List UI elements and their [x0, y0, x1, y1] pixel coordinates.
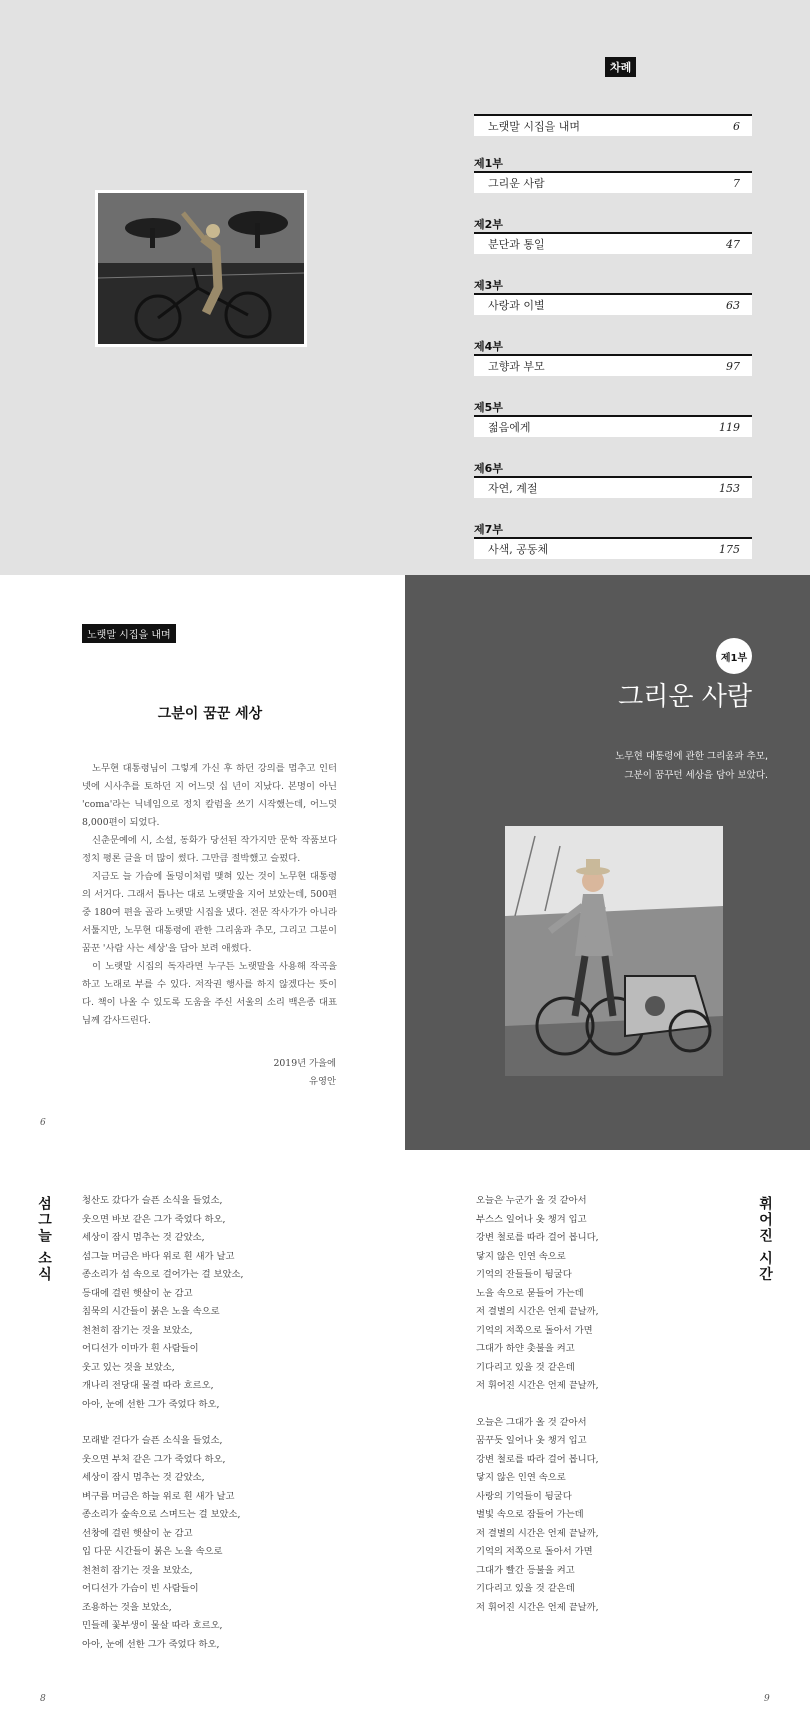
- toc-entry-part7[interactable]: [474, 537, 752, 559]
- toc-part-label: 제6부: [474, 462, 503, 475]
- poem-line: 닿지 않은 인연 속으로: [476, 1250, 566, 1262]
- preface-paragraph: 이 노랫말 시집의 독자라면 누구든 노랫말을 사용해 작곡을 하고 노래로 부를 수 있다. 저작권 행사를 하지 않겠다는 뜻이다. 책이 나올 수 있도록 도움을 주신 서울의 소리 백은종 대표님께 감사드린다.: [82, 961, 337, 1026]
- poem-line: 기억의 저쪽으로 돌아서 가면: [476, 1324, 593, 1336]
- poem-line: 모래밭 걷다가 슬픈 소식을 들었소,: [82, 1435, 223, 1446]
- poem-line: 꿈꾸듯 일어나 옷 챙겨 입고: [476, 1435, 587, 1446]
- poem-line: 섬그늘 머금은 바다 위로 흰 새가 날고: [82, 1250, 235, 1262]
- preface-paragraph: 노무현 대통령님이 그렇게 가신 후 하던 강의를 멈추고 인터넷에 시사추를 토하던 지 어느덧 십 년이 지났다. 본명이 아닌 'coma'라는 닉네임으로 정치 칼럼을 쓰기 시작했는데, 어느덧 8,000편이 되었다.: [82, 763, 337, 828]
- poem-line: 조용하는 것을 보았소,: [82, 1601, 172, 1613]
- poem-line: 세상이 잠시 멈추는 것 같았소,: [82, 1232, 205, 1243]
- poem-right-body: [476, 1192, 599, 1617]
- toc-entry-part4[interactable]: [474, 354, 752, 376]
- toc-group-part4: [474, 339, 752, 394]
- poem-line: 입 다문 시간들이 붉은 노을 속으로: [82, 1546, 223, 1557]
- poem-line: 개나리 전당대 물결 따라 흐르오,: [82, 1380, 214, 1391]
- poem-line: 청산도 갔다가 슬픈 소식을 들었소,: [82, 1195, 223, 1206]
- poem-line: 기다리고 있을 것 같은데: [476, 1583, 575, 1594]
- toc-entry-title: 자연, 계절: [488, 482, 538, 495]
- stanza-gap: [476, 1396, 599, 1414]
- poem-line: 웃으면 바보 같은 그가 죽었다 하오,: [82, 1213, 226, 1225]
- toc-entry-page: 6: [733, 119, 740, 133]
- toc-entry-title: 젊음에게: [488, 421, 531, 434]
- toc-part-label: 제7부: [474, 523, 503, 536]
- poem-left-title: 섬그늘 소식: [36, 1196, 52, 1283]
- poem-line: 저 결별의 시간은 언제 끝날까,: [476, 1306, 599, 1317]
- toc-part-label: 제4부: [474, 340, 503, 353]
- poem-line: 강변 철로를 따라 걸어 봅니다,: [476, 1453, 599, 1465]
- preface-signature: [200, 1055, 336, 1091]
- preface-paragraph: 지금도 늘 가슴에 돌덩이처럼 맺혀 있는 것이 노무현 대통령의 서거다. 그래서 틈나는 대로 노랫말을 지어 보았는데, 500편 중 180여 편을 골라 노랫말 시집을 냈다. 전문 작사가가 아니라 서툴지만, 노무현 대통령에 관한 그리움과 추모, 그리고 그분이 꿈꾼 '사람 사는 세상'을 담아 보려 애썼다.: [82, 871, 337, 954]
- page-number: 6: [40, 1118, 46, 1128]
- preface-title: 그분이 꿈꾼 세상: [157, 706, 263, 722]
- poem-line: 기억의 잔들들이 뒹굴다: [476, 1269, 572, 1280]
- poem-line: 강변 철로를 따라 걸어 봅니다,: [476, 1232, 599, 1243]
- toc-entry-page: 63: [726, 298, 740, 312]
- poem-line: 종소리가 숲속으로 스며드는 걸 보았소,: [82, 1509, 241, 1520]
- poem-line: 천천히 잠기는 것을 보았소,: [82, 1324, 193, 1336]
- poem-line: 오늘은 그대가 올 것 같아서: [476, 1416, 587, 1428]
- part1-title: 그리운 사람: [618, 682, 752, 712]
- toc-entry-part6[interactable]: [474, 476, 752, 498]
- poem-line: 어디선가 이마가 흰 사람들이: [82, 1343, 199, 1354]
- part1-desc-line: 노무현 대통령에 관한 그리움과 추모,: [615, 751, 768, 762]
- toc-entry-page: 47: [726, 237, 740, 251]
- poem-line: 어디선가 가슴이 빈 사람들이: [82, 1583, 199, 1594]
- poem-line: 웃고 있는 것을 보았소,: [82, 1361, 175, 1373]
- poem-line: 아아, 눈에 선한 그가 죽었다 하오,: [82, 1398, 220, 1410]
- toc-entry-page: 119: [719, 420, 740, 434]
- toc-group-part2: [474, 217, 752, 272]
- cyclist-photo-image: [98, 193, 304, 344]
- toc-entry-title: 사색, 공동체: [488, 543, 549, 556]
- poem-right-title: 휘어진 시간: [757, 1196, 773, 1283]
- poem-line: 침묵의 시간들이 붉은 노을 속으로: [82, 1306, 220, 1317]
- poem-line: 웃으면 부처 같은 그가 죽었다 하오,: [82, 1453, 226, 1465]
- poem-line: 선창에 걸린 햇살이 눈 감고: [82, 1527, 193, 1539]
- poem-line: 오늘은 누군가 올 것 같아서: [476, 1195, 587, 1206]
- toc-entry-page: 97: [726, 359, 740, 373]
- toc-group-part3: [474, 278, 752, 333]
- poem-line: 저 결별의 시간은 언제 끝날까,: [476, 1527, 599, 1539]
- poem-line: 기억의 저쪽으로 돌아서 가면: [476, 1546, 593, 1557]
- poem-line: 기다리고 있을 것 같은데: [476, 1361, 575, 1373]
- toc-entry-page: 175: [719, 542, 740, 556]
- part1-description: [560, 747, 768, 785]
- poem-line: 세상이 잠시 멈추는 것 같았소,: [82, 1472, 205, 1483]
- toc-entry-part1[interactable]: [474, 171, 752, 193]
- poem-line: 닿지 않은 인연 속으로: [476, 1472, 566, 1483]
- preface-badge: 노랫말 시집을 내며: [82, 624, 176, 643]
- toc-part-label: 제5부: [474, 401, 503, 414]
- toc-group-preface: [474, 114, 752, 150]
- part1-photo-cyclist: [505, 826, 723, 1076]
- toc-entry-page: 7: [733, 176, 740, 190]
- poem-line: 저 휘어진 시간은 언제 끝날까,: [476, 1380, 599, 1391]
- toc-group-part7: [474, 522, 752, 577]
- toc-entry-title: 노랫말 시집을 내며: [488, 120, 581, 133]
- poem-line: 아아, 눈에 선한 그가 죽었다 하오,: [82, 1638, 220, 1650]
- cyclist-trailer-photo-image: [505, 826, 723, 1076]
- toc-entry-title: 고향과 부모: [488, 360, 545, 373]
- poem-line: 별빛 속으로 잠들어 가는데: [476, 1509, 584, 1520]
- toc-entry-title: 그리운 사람: [488, 177, 545, 190]
- toc-entry-part3[interactable]: [474, 293, 752, 315]
- part1-desc-line: 그분이 꿈꾸던 세상을 담아 보았다.: [624, 770, 768, 781]
- toc-group-part5: [474, 400, 752, 455]
- toc-group-part1: [474, 156, 752, 211]
- toc-part-label: 제3부: [474, 279, 503, 292]
- poem-line: 저 휘어진 시간은 언제 끝날까,: [476, 1601, 599, 1613]
- poem-line: 벼구름 머금은 하늘 위로 흰 새가 날고: [82, 1490, 235, 1502]
- toc-badge: 차례: [605, 57, 636, 77]
- toc-entry-preface[interactable]: [474, 114, 752, 136]
- toc-entry-page: 153: [719, 481, 740, 495]
- part1-label-badge: 제1부: [716, 638, 752, 674]
- poem-line: 그대가 하얀 촛불을 켜고: [476, 1343, 575, 1354]
- poem-line: 천천히 잠기는 것을 보았소,: [82, 1564, 193, 1576]
- poem-line: 종소리가 섬 속으로 걸어가는 걸 보았소,: [82, 1269, 244, 1280]
- page-number: 8: [40, 1694, 46, 1704]
- preface-author: 유영안: [309, 1076, 336, 1087]
- poem-line: 사랑의 기억들이 뒹굴다: [476, 1490, 572, 1502]
- toc-photo-cyclist: [95, 190, 307, 347]
- toc-part-label: 제2부: [474, 218, 503, 231]
- toc-list: [474, 114, 752, 577]
- toc-group-part6: [474, 461, 752, 516]
- page-number: 9: [764, 1694, 770, 1704]
- preface-paragraph: 신춘문예에 시, 소설, 동화가 당선된 작가지만 문학 작품보다 정치 평론 글을 더 많이 썼다. 그만큼 절박했고 슬펐다.: [82, 835, 337, 864]
- poem-line: 노을 속으로 묻들어 가는데: [476, 1287, 584, 1299]
- poem-line: 민들레 꽃부생이 물살 따라 흐르오,: [82, 1620, 223, 1631]
- toc-entry-part2[interactable]: [474, 232, 752, 254]
- stanza-gap: [82, 1414, 243, 1432]
- poem-left-body: [82, 1192, 243, 1654]
- preface-body: [82, 760, 337, 1030]
- preface-date: 2019년 가을에: [273, 1058, 336, 1069]
- poem-line: 부스스 일어나 옷 챙겨 입고: [476, 1213, 587, 1225]
- toc-entry-part5[interactable]: [474, 415, 752, 437]
- toc-entry-title: 분단과 통일: [488, 238, 545, 251]
- poem-line: 그대가 빨간 등불을 켜고: [476, 1564, 575, 1576]
- toc-entry-title: 사랑과 이별: [488, 299, 545, 312]
- poem-line: 등대에 걸린 햇살이 눈 감고: [82, 1287, 193, 1299]
- toc-part-label: 제1부: [474, 157, 503, 170]
